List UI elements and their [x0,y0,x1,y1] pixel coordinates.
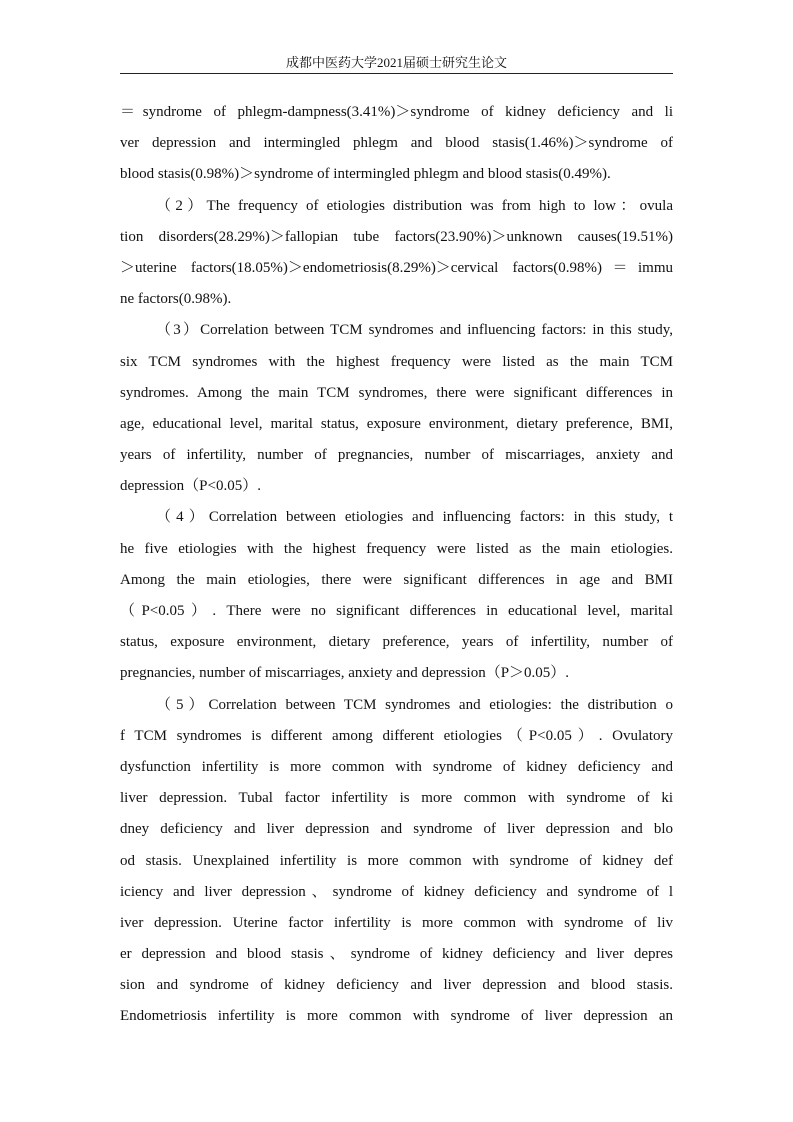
text-line: depression（P<0.05）. [120,478,261,495]
body-text [120,102,673,1038]
text-line: ver depression and intermingled phlegm and blood stasis(1.46%)＞syndrome of [120,135,673,152]
text-line: liver depression. Tubal factor infertility is more common with syndrome of ki [120,790,673,807]
text-line: ne factors(0.98%). [120,291,232,308]
text-line: status, exposure environment, dietary preference, years of infertility, number of [120,634,673,651]
header-rule [120,73,673,74]
text-line: iver depression. Uterine factor infertility is more common with syndrome of liv [120,914,673,931]
text-line: （P<0.05）. There were no significant differences in educational level, marital [120,603,673,619]
text-line: ＝syndrome of phlegm-dampness(3.41%)＞syndrome of kidney deficiency and li [120,104,673,120]
text-line: （2）The frequency of etiologies distribution was from high to low：ovula [156,197,673,214]
text-line: ＞uterine factors(18.05%)＞endometriosis(8.29%)＞cervical factors(0.98%)＝immu [120,259,673,276]
text-line: dney deficiency and liver depression and syndrome of liver depression and blo [120,821,673,838]
text-line: （3）Correlation between TCM syndromes and influencing factors: in this study, [156,322,673,339]
text-line: years of infertility, number of pregnancies, number of miscarriages, anxiety and [120,447,673,464]
text-line: syndromes. Among the main TCM syndromes, there were significant differences in [120,384,673,401]
text-line: od stasis. Unexplained infertility is more common with syndrome of kidney def [120,852,673,869]
text-line: age, educational level, marital status, exposure environment, dietary preference, BMI, [120,415,673,432]
text-line: （5）Correlation between TCM syndromes and etiologies: the distribution o [156,696,673,713]
running-header: 成都中医药大学2021届硕士研究生论文 [285,55,507,70]
text-line: pregnancies, number of miscarriages, anxiety and depression（P＞0.05）. [120,665,570,682]
text-line: er depression and blood stasis、syndrome of kidney deficiency and liver depres [120,946,673,963]
text-line: blood stasis(0.98%)＞syndrome of intermingled phlegm and blood stasis(0.49%). [120,166,611,183]
text-line: Among the main etiologies, there were significant differences in age and BMI [120,571,673,588]
text-line: （4）Correlation between etiologies and influencing factors: in this study, t [156,509,673,526]
text-line: dysfunction infertility is more common with syndrome of kidney deficiency and [120,758,673,775]
text-line: he five etiologies with the highest frequency were listed as the main etiologies. [120,540,673,557]
text-line: f TCM syndromes is different among different etiologies（P<0.05）. Ovulatory [120,727,673,744]
text-line: tion disorders(28.29%)＞fallopian tube factors(23.90%)＞unknown causes(19.51%) [120,228,673,245]
text-line: sion and syndrome of kidney deficiency and liver depression and blood stasis. [120,977,673,994]
text-line: six TCM syndromes with the highest frequency were listed as the main TCM [120,353,673,370]
text-line: Endometriosis infertility is more common with syndrome of liver depression an [120,1008,673,1025]
text-line: iciency and liver depression、syndrome of kidney deficiency and syndrome of l [120,883,673,900]
